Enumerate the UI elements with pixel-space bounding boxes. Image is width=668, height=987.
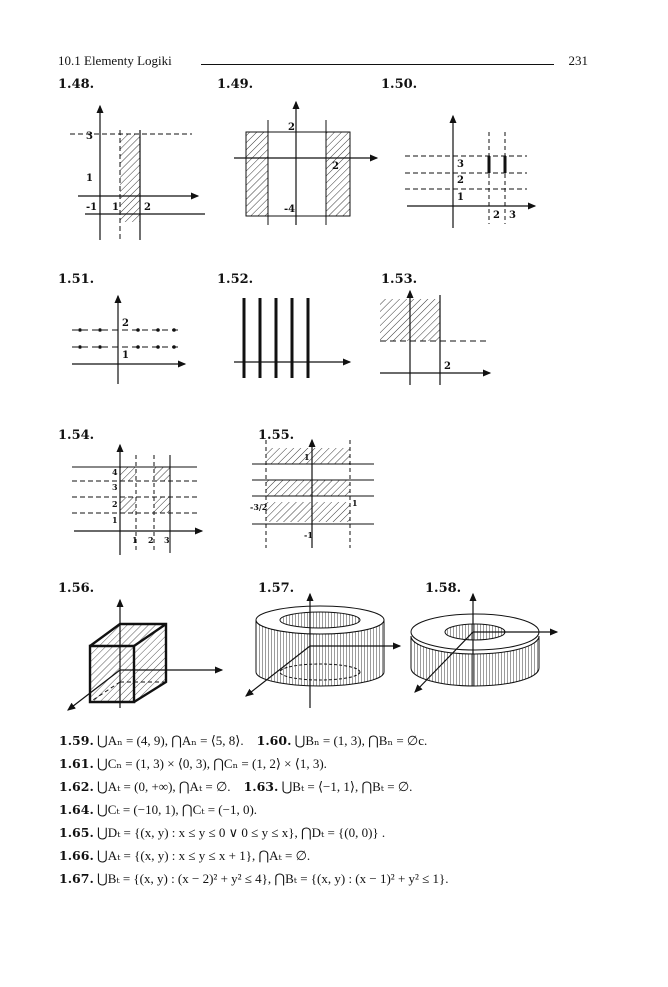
tick-label: 2	[112, 499, 118, 509]
tick-label: 4	[112, 467, 118, 477]
answer-line	[59, 848, 619, 871]
tick-label: 1	[457, 192, 464, 203]
tick-label: -3/2	[250, 502, 268, 512]
problem-number: 1.66.	[59, 848, 94, 863]
answer-expression: ⋃Dₜ = {(x, y) : x ≤ y ≤ 0 ∨ 0 ≤ y ≤ x}, ⋂Dₜ = {(0, 0)} .	[97, 825, 386, 840]
figure-label-1-50: 1.50.	[381, 77, 418, 92]
tick-label: 1	[132, 535, 138, 545]
tick-label: 3	[457, 159, 464, 170]
tick-label: 1	[304, 452, 310, 462]
problem-number: 1.65.	[59, 825, 94, 840]
answer-line	[59, 871, 619, 894]
figure-1-52	[232, 292, 357, 387]
answer-expression: ⋃Aₜ = {(x, y) : x ≤ y ≤ x + 1}, ⋂Aₜ = ∅.	[97, 848, 311, 863]
answer-line	[59, 733, 619, 756]
figure-1-50	[405, 112, 540, 232]
tick-label: 2	[444, 361, 451, 372]
running-header	[58, 53, 588, 71]
tick-label: 3	[112, 482, 118, 492]
figure-1-49	[232, 100, 382, 230]
answer-expression: ⋃Bₜ = {(x, y) : (x − 2)² + y² ≤ 4}, ⋂Bₜ = {(x, y) : (x − 1)² + y² ≤ 1}.	[97, 871, 449, 886]
problem-number: 1.63.	[243, 779, 279, 794]
figure-1-58	[405, 592, 570, 717]
figure-1-56	[62, 598, 227, 716]
problem-number: 1.61.	[59, 756, 94, 771]
figure-1-51	[70, 292, 190, 387]
tick-label: 2	[122, 318, 129, 329]
figure-label-1-54: 1.54.	[58, 428, 95, 443]
figure-label-1-58: 1.58.	[425, 581, 462, 596]
answer-expression: ⋃Bₜ = ⟨−1, 1⟩, ⋂Bₜ = ∅.	[281, 779, 413, 794]
answer-line	[59, 756, 619, 779]
tick-label: 2	[144, 202, 151, 213]
tick-label: 1	[112, 202, 119, 213]
figure-label-1-56: 1.56.	[58, 581, 95, 596]
tick-label: 2	[288, 122, 295, 133]
tick-label: 1	[352, 498, 358, 508]
answer-expression: ⋃Aₜ = (0, +∞), ⋂Aₜ = ∅.	[97, 779, 231, 794]
answer-expression: ⋃Aₙ = (4, 9), ⋂Aₙ = ⟨5, 8⟩.	[97, 733, 244, 748]
problem-number: 1.67.	[59, 871, 94, 886]
figure-label-1-48: 1.48.	[58, 77, 95, 92]
figure-label-1-52: 1.52.	[217, 272, 254, 287]
tick-label: 3	[164, 535, 170, 545]
problem-number: 1.62.	[59, 779, 94, 794]
tick-label: 2	[457, 175, 464, 186]
tick-label: 3	[509, 210, 516, 221]
answer-line	[59, 802, 619, 825]
problem-number: 1.60.	[256, 733, 292, 748]
problem-number: 1.64.	[59, 802, 94, 817]
tick-label: -1	[304, 530, 313, 540]
answer-expression: ⋃Cₜ = (−10, 1), ⋂Cₜ = (−1, 0).	[97, 802, 258, 817]
section-title: 10.1 Elementy Logiki	[58, 53, 172, 68]
tick-label: 3	[86, 131, 93, 142]
tick-label: 1	[122, 350, 129, 361]
tick-label: 1	[86, 173, 93, 184]
header-rule	[201, 64, 554, 65]
figure-label-1-53: 1.53.	[381, 272, 418, 287]
tick-label: -4	[284, 204, 296, 215]
problem-number: 1.59.	[59, 733, 94, 748]
page-number: 231	[568, 53, 588, 68]
figure-1-57	[238, 592, 403, 717]
figure-1-48	[70, 100, 210, 245]
answer-expression: ⋃Cₙ = (1, 3) × ⟨0, 3), ⋂Cₙ = (1, 2⟩ × ⟨1, 3).	[97, 756, 327, 771]
answer-line	[59, 825, 619, 848]
tick-label: 1	[112, 515, 118, 525]
figure-label-1-51: 1.51.	[58, 272, 95, 287]
figure-label-1-55: 1.55.	[258, 428, 295, 443]
tick-label: 2	[332, 161, 339, 172]
figure-1-55	[252, 440, 382, 555]
answer-expression: ⋃Bₙ = (1, 3), ⋂Bₙ = ∅c.	[294, 733, 428, 748]
tick-label: 2	[493, 210, 500, 221]
figure-label-1-49: 1.49.	[217, 77, 254, 92]
figure-1-53	[378, 285, 498, 390]
tick-label: 2	[148, 535, 154, 545]
answers-block	[59, 733, 619, 894]
figure-1-54	[72, 445, 207, 560]
figure-label-1-57: 1.57.	[258, 581, 295, 596]
answer-line	[59, 779, 619, 802]
tick-label: -1	[86, 202, 98, 213]
